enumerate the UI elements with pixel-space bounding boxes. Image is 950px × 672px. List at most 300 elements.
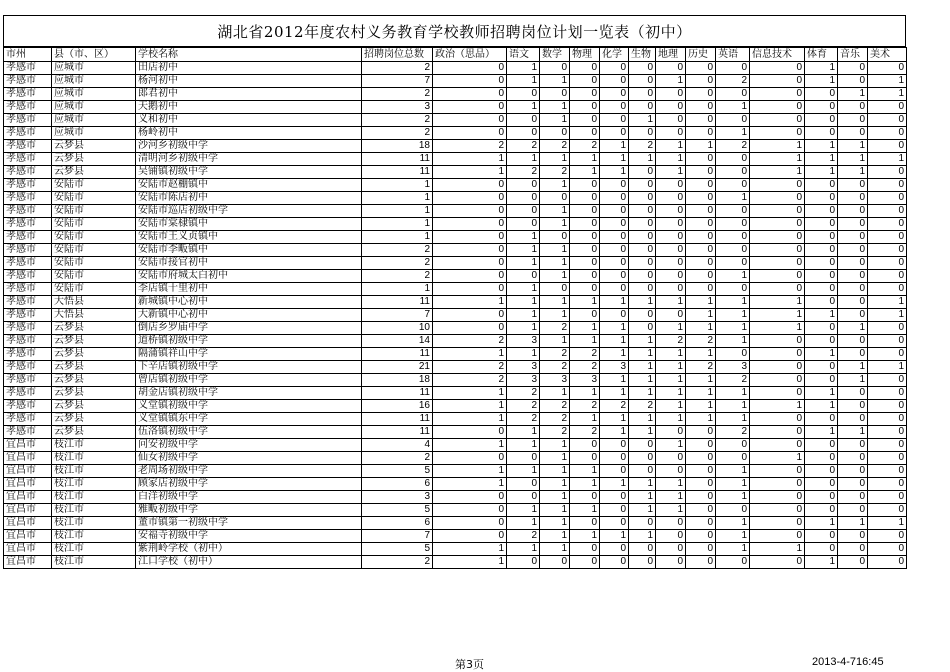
column-header: 美术	[868, 48, 907, 62]
number-cell: 0	[433, 179, 507, 192]
number-cell: 2	[362, 257, 433, 270]
table-row	[4, 192, 907, 205]
spreadsheet-page	[3, 15, 906, 569]
number-cell: 1	[805, 166, 838, 179]
column-header: 招聘岗位总数	[362, 48, 433, 62]
number-cell: 1	[805, 348, 838, 361]
number-cell: 0	[570, 88, 600, 101]
text-cell: 孝感市	[4, 387, 52, 400]
number-cell: 0	[838, 283, 868, 296]
number-cell: 0	[507, 270, 540, 283]
number-cell: 2	[570, 426, 600, 439]
number-cell: 1	[868, 75, 907, 88]
number-cell: 1	[656, 478, 686, 491]
number-cell: 1	[507, 231, 540, 244]
number-cell: 0	[805, 257, 838, 270]
text-cell: 义堂镇初级中学	[136, 400, 362, 413]
number-cell: 1	[540, 478, 570, 491]
text-cell: 枝江市	[52, 543, 136, 556]
number-cell: 0	[750, 413, 805, 426]
number-cell: 0	[868, 374, 907, 387]
number-cell: 0	[433, 244, 507, 257]
column-header: 数学	[540, 48, 570, 62]
number-cell: 1	[570, 153, 600, 166]
number-cell: 0	[629, 179, 656, 192]
number-cell: 0	[805, 244, 838, 257]
number-cell: 0	[656, 530, 686, 543]
number-cell: 0	[600, 452, 629, 465]
text-cell: 宜昌市	[4, 465, 52, 478]
number-cell: 2	[540, 140, 570, 153]
number-cell: 0	[570, 62, 600, 75]
text-cell: 郎君初中	[136, 88, 362, 101]
number-cell: 0	[716, 504, 750, 517]
number-cell: 0	[507, 218, 540, 231]
number-cell: 0	[838, 400, 868, 413]
number-cell: 1	[716, 517, 750, 530]
number-cell: 0	[656, 244, 686, 257]
number-cell: 1	[540, 75, 570, 88]
text-cell: 紫荆岭学校（初中）	[136, 543, 362, 556]
number-cell: 0	[838, 257, 868, 270]
text-cell: 枝江市	[52, 452, 136, 465]
number-cell: 0	[750, 491, 805, 504]
text-cell: 应城市	[52, 101, 136, 114]
number-cell: 0	[629, 218, 656, 231]
text-cell: 白洋初级中学	[136, 491, 362, 504]
column-header: 音乐	[838, 48, 868, 62]
text-cell: 孝感市	[4, 270, 52, 283]
number-cell: 1	[570, 322, 600, 335]
number-cell: 1	[868, 361, 907, 374]
number-cell: 0	[686, 517, 716, 530]
number-cell: 0	[629, 75, 656, 88]
text-cell: 孝感市	[4, 75, 52, 88]
number-cell: 1	[716, 530, 750, 543]
number-cell: 0	[600, 101, 629, 114]
text-cell: 孝感市	[4, 335, 52, 348]
number-cell: 0	[570, 114, 600, 127]
number-cell: 1	[805, 426, 838, 439]
text-cell: 孝感市	[4, 322, 52, 335]
number-cell: 0	[686, 88, 716, 101]
number-cell: 1	[656, 387, 686, 400]
number-cell: 1	[507, 426, 540, 439]
number-cell: 0	[433, 231, 507, 244]
number-cell: 1	[540, 465, 570, 478]
number-cell: 0	[433, 114, 507, 127]
number-cell: 0	[629, 322, 656, 335]
number-cell: 0	[868, 543, 907, 556]
text-cell: 孝感市	[4, 88, 52, 101]
table-row	[4, 231, 907, 244]
number-cell: 1	[600, 166, 629, 179]
text-cell: 安陆市	[52, 257, 136, 270]
text-cell: 道桥镇初级中学	[136, 335, 362, 348]
number-cell: 0	[686, 426, 716, 439]
table-row	[4, 257, 907, 270]
column-header: 化学	[600, 48, 629, 62]
number-cell: 0	[686, 114, 716, 127]
number-cell: 1	[362, 231, 433, 244]
number-cell: 0	[507, 88, 540, 101]
number-cell: 0	[805, 504, 838, 517]
text-cell: 孝感市	[4, 296, 52, 309]
number-cell: 1	[750, 452, 805, 465]
number-cell: 1	[805, 517, 838, 530]
number-cell: 0	[686, 504, 716, 517]
number-cell: 1	[686, 140, 716, 153]
text-cell: 应城市	[52, 114, 136, 127]
number-cell: 0	[805, 231, 838, 244]
number-cell: 0	[686, 244, 716, 257]
number-cell: 1	[507, 101, 540, 114]
table-row	[4, 452, 907, 465]
number-cell: 0	[868, 413, 907, 426]
number-cell: 0	[540, 283, 570, 296]
text-cell: 安陆市赵棚镇中	[136, 179, 362, 192]
number-cell: 1	[629, 426, 656, 439]
text-cell: 孝感市	[4, 166, 52, 179]
number-cell: 2	[433, 361, 507, 374]
text-cell: 义堂镇镇东中学	[136, 413, 362, 426]
number-cell: 0	[805, 114, 838, 127]
number-cell: 3	[600, 361, 629, 374]
number-cell: 0	[838, 335, 868, 348]
number-cell: 1	[507, 283, 540, 296]
number-cell: 0	[686, 491, 716, 504]
number-cell: 1	[750, 322, 805, 335]
number-cell: 0	[686, 179, 716, 192]
number-cell: 1	[656, 374, 686, 387]
number-cell: 0	[750, 426, 805, 439]
number-cell: 1	[750, 309, 805, 322]
number-cell: 1	[362, 205, 433, 218]
number-cell: 0	[600, 517, 629, 530]
number-cell: 3	[570, 374, 600, 387]
number-cell: 1	[656, 504, 686, 517]
text-cell: 云梦县	[52, 361, 136, 374]
number-cell: 1	[600, 426, 629, 439]
table-row	[4, 88, 907, 101]
number-cell: 0	[805, 322, 838, 335]
number-cell: 0	[433, 504, 507, 517]
number-cell: 0	[433, 101, 507, 114]
text-cell: 应城市	[52, 88, 136, 101]
number-cell: 0	[838, 205, 868, 218]
text-cell: 下辛店镇初级中学	[136, 361, 362, 374]
text-cell: 应城市	[52, 62, 136, 75]
number-cell: 1	[656, 296, 686, 309]
table-header-row	[4, 48, 907, 62]
column-header: 历史	[686, 48, 716, 62]
number-cell: 2	[629, 140, 656, 153]
column-header: 县（市、区）	[52, 48, 136, 62]
number-cell: 0	[686, 283, 716, 296]
text-cell: 枝江市	[52, 439, 136, 452]
number-cell: 0	[540, 62, 570, 75]
text-cell: 云梦县	[52, 400, 136, 413]
number-cell: 0	[750, 504, 805, 517]
text-cell: 云梦县	[52, 166, 136, 179]
number-cell: 0	[750, 283, 805, 296]
number-cell: 0	[838, 192, 868, 205]
number-cell: 2	[686, 361, 716, 374]
text-cell: 安福寺初级中学	[136, 530, 362, 543]
number-cell: 0	[629, 465, 656, 478]
number-cell: 0	[629, 166, 656, 179]
number-cell: 1	[629, 335, 656, 348]
number-cell: 1	[540, 439, 570, 452]
number-cell: 0	[686, 62, 716, 75]
text-cell: 安陆市巡店初级中学	[136, 205, 362, 218]
table-row	[4, 426, 907, 439]
number-cell: 0	[716, 452, 750, 465]
table-row	[4, 478, 907, 491]
number-cell: 0	[750, 244, 805, 257]
number-cell: 0	[629, 101, 656, 114]
number-cell: 0	[433, 491, 507, 504]
number-cell: 1	[629, 491, 656, 504]
number-cell: 1	[540, 452, 570, 465]
print-datetime: 2013-4-716:45	[812, 656, 884, 668]
number-cell: 11	[362, 413, 433, 426]
number-cell: 0	[868, 270, 907, 283]
number-cell: 0	[570, 179, 600, 192]
number-cell: 1	[540, 504, 570, 517]
table-row	[4, 517, 907, 530]
text-cell: 杨河初中	[136, 75, 362, 88]
number-cell: 18	[362, 140, 433, 153]
table-row	[4, 491, 907, 504]
number-cell: 0	[600, 179, 629, 192]
text-cell: 田店初中	[136, 62, 362, 75]
text-cell: 安陆市	[52, 192, 136, 205]
number-cell: 1	[540, 530, 570, 543]
number-cell: 0	[570, 218, 600, 231]
number-cell: 0	[750, 530, 805, 543]
number-cell: 0	[838, 309, 868, 322]
number-cell: 2	[433, 374, 507, 387]
number-cell: 1	[433, 296, 507, 309]
text-cell: 江口学校（初中）	[136, 556, 362, 569]
number-cell: 1	[433, 153, 507, 166]
number-cell: 7	[362, 530, 433, 543]
number-cell: 0	[750, 205, 805, 218]
number-cell: 0	[656, 543, 686, 556]
number-cell: 11	[362, 348, 433, 361]
number-cell: 0	[433, 75, 507, 88]
number-cell: 0	[507, 179, 540, 192]
number-cell: 2	[433, 335, 507, 348]
number-cell: 0	[686, 218, 716, 231]
number-cell: 2	[686, 335, 716, 348]
number-cell: 0	[600, 231, 629, 244]
number-cell: 3	[540, 374, 570, 387]
number-cell: 0	[750, 335, 805, 348]
number-cell: 1	[656, 491, 686, 504]
number-cell: 1	[629, 387, 656, 400]
number-cell: 0	[750, 88, 805, 101]
number-cell: 1	[433, 465, 507, 478]
table-row	[4, 218, 907, 231]
number-cell: 0	[838, 439, 868, 452]
table-row	[4, 387, 907, 400]
text-cell: 孝感市	[4, 244, 52, 257]
number-cell: 2	[362, 88, 433, 101]
number-cell: 0	[656, 192, 686, 205]
number-cell: 0	[838, 478, 868, 491]
number-cell: 0	[433, 270, 507, 283]
number-cell: 1	[507, 439, 540, 452]
number-cell: 0	[629, 283, 656, 296]
table-row	[4, 465, 907, 478]
text-cell: 老周场初级中学	[136, 465, 362, 478]
number-cell: 0	[716, 153, 750, 166]
number-cell: 0	[686, 153, 716, 166]
number-cell: 4	[362, 439, 433, 452]
column-header: 政治（思品）	[433, 48, 507, 62]
number-cell: 0	[686, 257, 716, 270]
number-cell: 0	[868, 218, 907, 231]
text-cell: 大新镇中心初中	[136, 309, 362, 322]
text-cell: 董市镇第一初级中学	[136, 517, 362, 530]
number-cell: 3	[362, 101, 433, 114]
text-cell: 孝感市	[4, 205, 52, 218]
text-cell: 宜昌市	[4, 517, 52, 530]
number-cell: 1	[716, 387, 750, 400]
number-cell: 0	[805, 439, 838, 452]
number-cell: 1	[570, 504, 600, 517]
number-cell: 0	[656, 179, 686, 192]
number-cell: 0	[868, 179, 907, 192]
number-cell: 0	[716, 439, 750, 452]
number-cell: 0	[868, 335, 907, 348]
number-cell: 0	[838, 491, 868, 504]
table-row	[4, 322, 907, 335]
number-cell: 0	[750, 517, 805, 530]
number-cell: 2	[570, 400, 600, 413]
number-cell: 2	[656, 335, 686, 348]
number-cell: 1	[540, 205, 570, 218]
number-cell: 0	[838, 387, 868, 400]
column-header: 语文	[507, 48, 540, 62]
number-cell: 0	[750, 179, 805, 192]
text-cell: 云梦县	[52, 413, 136, 426]
text-cell: 胡金店镇初级中学	[136, 387, 362, 400]
text-cell: 宜昌市	[4, 491, 52, 504]
number-cell: 1	[629, 413, 656, 426]
number-cell: 5	[362, 543, 433, 556]
number-cell: 1	[656, 348, 686, 361]
number-cell: 0	[570, 101, 600, 114]
number-cell: 0	[656, 205, 686, 218]
number-cell: 0	[868, 166, 907, 179]
table-row	[4, 543, 907, 556]
number-cell: 0	[507, 491, 540, 504]
number-cell: 1	[656, 413, 686, 426]
table-row	[4, 270, 907, 283]
number-cell: 0	[629, 192, 656, 205]
number-cell: 1	[656, 322, 686, 335]
number-cell: 1	[540, 257, 570, 270]
number-cell: 0	[686, 101, 716, 114]
text-cell: 问安初级中学	[136, 439, 362, 452]
number-cell: 1	[540, 179, 570, 192]
number-cell: 1	[656, 75, 686, 88]
number-cell: 1	[362, 192, 433, 205]
text-cell: 云梦县	[52, 322, 136, 335]
number-cell: 2	[507, 413, 540, 426]
number-cell: 0	[838, 348, 868, 361]
number-cell: 0	[433, 88, 507, 101]
number-cell: 1	[570, 335, 600, 348]
number-cell: 1	[868, 153, 907, 166]
number-cell: 1	[433, 413, 507, 426]
number-cell: 0	[433, 62, 507, 75]
number-cell: 0	[507, 556, 540, 569]
text-cell: 倒店乡罗庙中学	[136, 322, 362, 335]
number-cell: 0	[629, 257, 656, 270]
number-cell: 1	[716, 127, 750, 140]
text-cell: 枝江市	[52, 517, 136, 530]
column-header: 学校名称	[136, 48, 362, 62]
number-cell: 0	[838, 296, 868, 309]
number-cell: 0	[805, 543, 838, 556]
number-cell: 0	[656, 114, 686, 127]
text-cell: 孝感市	[4, 62, 52, 75]
number-cell: 0	[868, 192, 907, 205]
number-cell: 1	[838, 426, 868, 439]
number-cell: 2	[362, 270, 433, 283]
number-cell: 0	[570, 491, 600, 504]
number-cell: 0	[716, 114, 750, 127]
text-cell: 宜昌市	[4, 556, 52, 569]
number-cell: 0	[750, 270, 805, 283]
number-cell: 0	[838, 543, 868, 556]
number-cell: 0	[629, 231, 656, 244]
number-cell: 0	[750, 114, 805, 127]
number-cell: 0	[686, 166, 716, 179]
number-cell: 0	[507, 127, 540, 140]
number-cell: 0	[716, 205, 750, 218]
text-cell: 孝感市	[4, 192, 52, 205]
number-cell: 0	[507, 114, 540, 127]
number-cell: 1	[570, 478, 600, 491]
number-cell: 0	[868, 387, 907, 400]
number-cell: 0	[656, 127, 686, 140]
number-cell: 0	[570, 127, 600, 140]
table-row	[4, 283, 907, 296]
number-cell: 0	[716, 257, 750, 270]
number-cell: 0	[600, 491, 629, 504]
table-row	[4, 101, 907, 114]
number-cell: 1	[540, 543, 570, 556]
text-cell: 孝感市	[4, 283, 52, 296]
number-cell: 0	[433, 283, 507, 296]
text-cell: 云梦县	[52, 335, 136, 348]
number-cell: 0	[686, 439, 716, 452]
table-row	[4, 361, 907, 374]
text-cell: 孝感市	[4, 231, 52, 244]
number-cell: 0	[600, 62, 629, 75]
number-cell: 1	[600, 387, 629, 400]
number-cell: 1	[600, 530, 629, 543]
number-cell: 2	[570, 361, 600, 374]
text-cell: 枝江市	[52, 491, 136, 504]
number-cell: 1	[629, 153, 656, 166]
number-cell: 0	[686, 75, 716, 88]
